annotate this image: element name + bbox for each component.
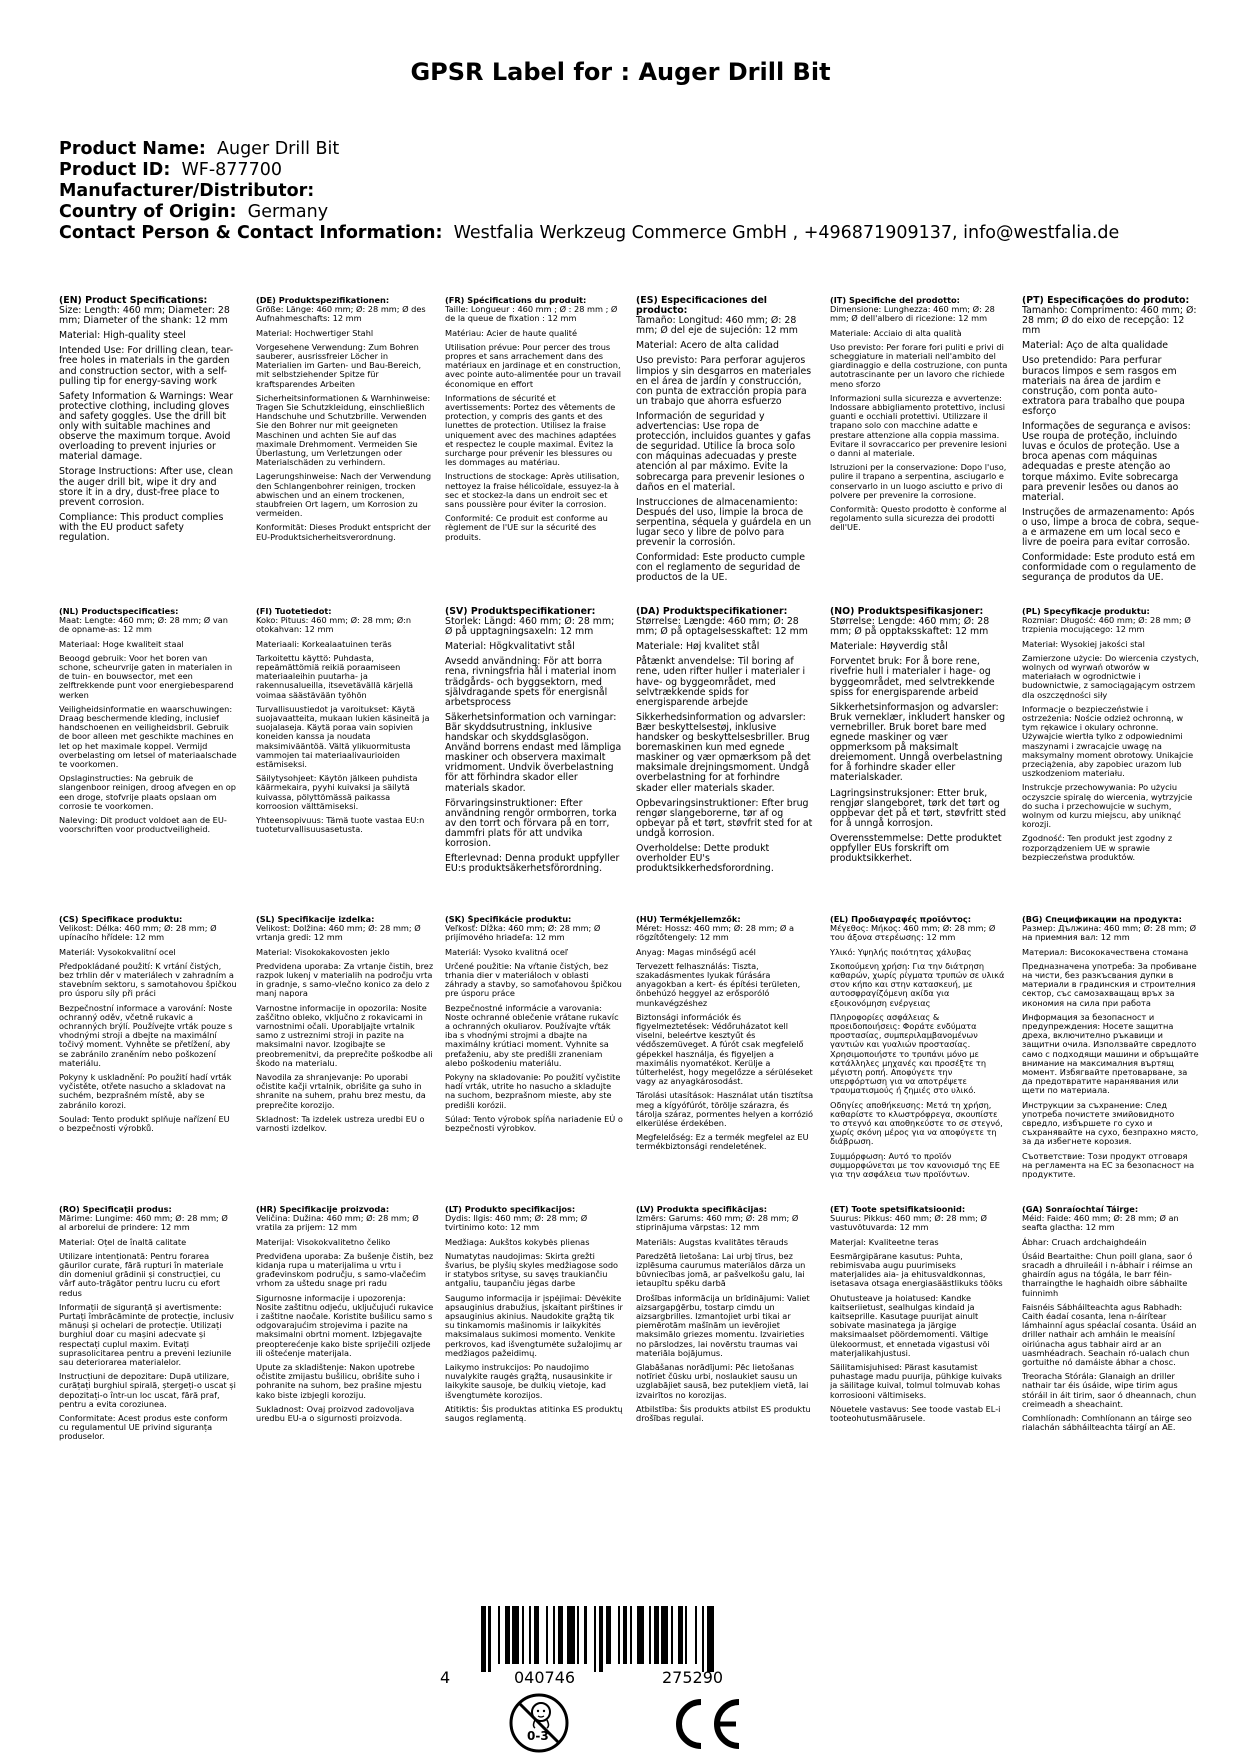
spec-card <box>445 1205 623 1505</box>
spec-card-paragraph: Velikost: Délka: 460 mm; Ø: 28 mm; Ø upínacího hřídele: 12 mm <box>59 923 217 943</box>
product-id: WF-877700 <box>181 160 282 180</box>
spec-card-paragraph: Faisnéis Sábháilteachta agus Rabhadh: Caith éadaí cosanta, lena n-áirítear lámhainní agus spéaclaí cosanta. Úsáid an driller nathair ach amháin le meaisíní oiriúnacha agus tabhair aird ar an uasmhéadrach. Seachain ró-ualach chun gortuithe nó damáiste ábhar a chosc. <box>1022 1301 1197 1368</box>
spec-card-paragraph: Veiligheidsinformatie en waarschuwingen: Draag beschermende kleding, inclusief handschoenen en veiligheidsbril. Gebruik de boor alleen met geschikte machines en let op het maximale koppel. Vermijd overbelasting om letsel of materiaalschade te voorkomen. <box>59 703 237 770</box>
spec-card-heading: (BG) Спецификации на продукта: <box>1022 915 1182 924</box>
spec-card <box>59 296 237 596</box>
spec-card-paragraph: Beoogd gebruik: Voor het boren van schone, scheurvrije gaten in materialen in de tuin- en bouwsector, met een zelftrekkende punt voor energiebesparend werken <box>59 652 234 700</box>
spec-card-paragraph: Sigurnosne informacije i upozorenja: Nosite zaštitnu odjeću, uključujući rukavice i zaštitne naočale. Koristite bušilicu samo s odgovarajućim strojevima i pazite na maksimalni obrtni moment. Izbjegavajte preopterećenje kako biste spriječili ozljede ili oštećenje materijala. <box>256 1292 434 1358</box>
spec-card-paragraph: Материал: Висококачествена стомана <box>1022 946 1189 957</box>
spec-card-paragraph: Turvallisuustiedot ja varoitukset: Käytä suojavaatteita, mukaan lukien käsineitä ja suojalaseja. Käytä poraa vain sopivien koneiden kanssa ja noudata maksimivääntöä. Vältä ylikuormitusta vammojen tai materiaalivaurioiden estämiseksi. <box>256 703 430 770</box>
age-0-3-warning-icon <box>508 1692 570 1754</box>
spec-card <box>636 1205 814 1505</box>
spec-card-paragraph: Dimensione: Lunghezza: 460 mm; Ø: 28 mm; Ø dell'albero di ricezione: 12 mm <box>830 304 995 324</box>
spec-card-paragraph: Upute za skladištenje: Nakon upotrebe očistite zmijastu bušilicu, obrišite suho i pohranite na suhom, bez prašine mjestu kako biste izbjegli koroziju. <box>256 1362 422 1400</box>
spec-card <box>59 607 237 907</box>
spec-card-paragraph: Suurus: Pikkus: 460 mm; Ø: 28 mm; Ø vastuvõtuvarda: 12 mm <box>830 1213 987 1233</box>
spec-card <box>256 915 434 1200</box>
spec-card-heading: (EL) Προδιαγραφές προϊόντος: <box>830 915 971 924</box>
barcode-bar <box>707 1606 714 1672</box>
spec-card <box>445 296 623 596</box>
spec-card-paragraph: Treoracha Stórála: Glanaigh an driller nathair tar éis úsáide, wipe tirim agus stóráil in áit tirim, saor ó dheannach, chun creimeadh a sheachaint. <box>1022 1371 1197 1409</box>
spec-card-paragraph: Drošības informācija un brīdinājumi: Valiet aizsargapģērbu, tostarp cimdu un aizsargbrilles. Izmantojiet urbi tikai ar piemērotām mašīnām un ievērojiet maksimālo griezes momentu. Izvairieties no pārslodzes, lai novērstu traumas vai materiāla bojājumus. <box>636 1292 810 1358</box>
ce-mark-icon <box>668 1696 744 1752</box>
barcode-bar <box>599 1606 604 1672</box>
spec-card-paragraph: Material: Oțel de înaltă calitate <box>59 1236 187 1247</box>
spec-card-heading: (ET) Toote spetsifikatsioonid: <box>830 1205 966 1214</box>
spec-card <box>636 607 814 907</box>
spec-card-paragraph: Koko: Pituus: 460 mm; Ø: 28 mm; Ø:n otokahvan: 12 mm <box>256 615 412 635</box>
barcode-bar <box>678 1606 683 1664</box>
spec-card <box>445 915 623 1200</box>
spec-card-paragraph: Ohutusteave ja hoiatused: Kandke kaitseriietust, sealhulgas kindaid ja kaitseprille. Kasutage puurijat ainult sobivate masinatega ja järgige maksimaalset pöördemomenti. Vältige ülekoormust, et ennetada vigastusi või materjalikahjustusi. <box>830 1292 990 1358</box>
spec-card <box>636 915 814 1200</box>
spec-card-paragraph: Material: Acero de alta calidad <box>636 340 779 352</box>
spec-card-paragraph: Matériau: Acier de haute qualité <box>445 327 578 338</box>
spec-card-paragraph: Maat: Lengte: 460 mm; Ø: 28 mm; Ø van de opname-as: 12 mm <box>59 615 228 635</box>
barcode-bar <box>546 1606 548 1664</box>
spec-card <box>1022 296 1200 596</box>
barcode-bar <box>498 1606 500 1664</box>
barcode-bar <box>637 1606 644 1664</box>
spec-card-paragraph: Utilisation prévue: Pour percer des trous propres et sans arrachement dans des matériaux en jardinage et en construction, avec pointe auto-alimentée pour un travail économique en effort <box>445 341 622 389</box>
spec-card-paragraph: Overholdelse: Dette produkt overholder EU's produktsikkerhedsforordning. <box>636 842 774 875</box>
spec-card-paragraph: Instrucciones de almacenamiento: Después del uso, limpie la broca de serpentina, séquela y guárdela en un lugar seco y libre de polvo para prevenir la corrosión. <box>636 496 812 549</box>
spec-card-paragraph: Informazioni sulla sicurezza e avvertenze: Indossare abbigliamento protettivo, inclusi guanti e occhiali protettivi. Utilizzare il trapano solo con macchine adatte e prestare attenzione alla coppia massima. Evitare il sovraccarico per prevenire lesioni o danni al materiale. <box>830 392 1007 459</box>
spec-card-paragraph: Instruções de armazenamento: Após o uso, limpe a broca de cobra, seque-a e armazene em um local seco e livre de poeira para evitar corrosão. <box>1022 506 1200 549</box>
spec-card-paragraph: Sukladnost: Ovaj proizvod zadovoljava uredbu EU-a o sigurnosti proizvoda. <box>256 1403 415 1424</box>
country-label: Country of Origin: <box>59 202 237 222</box>
product-name: Auger Drill Bit <box>217 139 340 159</box>
barcode-bar <box>529 1606 531 1664</box>
spec-card-heading: (GA) Sonraíochtaí Táirge: <box>1022 1205 1139 1214</box>
spec-card-paragraph: Méid: Faide: 460 mm; Ø: 28 mm; Ø an seafta glactha: 12 mm <box>1022 1213 1179 1233</box>
spec-card-paragraph: Sicherheitsinformationen & Warnhinweise: Tragen Sie Schutzkleidung, einschließlich Handschuhe und Schutzbrille. Verwenden Sie den Bohrer nur mit geeigneten Maschinen und achten Sie auf das maximale Drehmoment. Vermeiden Sie Überlastung, um Verletzungen oder Materialschäden zu verhindern. <box>256 392 431 468</box>
spec-card-paragraph: Zgodność: Ten produkt jest zgodny z rozporządzeniem UE w sprawie bezpieczeństwa produktów. <box>1022 833 1173 862</box>
spec-card-paragraph: Anyag: Magas minőségű acél <box>636 946 756 957</box>
spec-card-paragraph: Material: Aço de alta qualidade <box>1022 340 1169 352</box>
spec-card-paragraph: Σκοπούμενη χρήση: Για την διάτρηση καθαρών, χωρίς ρίγματα τρυπών σε υλικά στον κήπο και στην κατασκευή, με αυτοσφραγίζόμενη ακίδα για εξοικονόμηση ενέργειας <box>830 960 1005 1008</box>
barcode-bar <box>702 1606 704 1672</box>
spec-card-paragraph: Säkerhetsinformation och varningar: Bär skyddsutrustning, inklusive handskar och skyddsglasögon. Använd borrens endast med lämpliga maskiner och observera maximalt vridmoment. Undvik överbelastning för att förhindra skador eller materials skador. <box>445 711 622 794</box>
barcode-group-right: 275290 <box>662 1668 724 1687</box>
spec-card-heading: (ES) Especificaciones del producto: <box>636 296 768 317</box>
spec-card-paragraph: Tamanho: Comprimento: 460 mm; Ø: 28 mm; Ø do eixo de recepção: 12 mm <box>1022 305 1197 337</box>
product-name-label: Product Name: <box>59 139 206 159</box>
spec-card-paragraph: Veličina: Dužina: 460 mm; Ø: 28 mm; Ø vratila za prijem: 12 mm <box>256 1213 419 1233</box>
spec-card-heading: (HR) Specifikacije proizvoda: <box>256 1205 390 1214</box>
spec-card-paragraph: Conformidade: Este produto está em conformidade com o regulamento de segurança de produtos da UE. <box>1022 552 1197 584</box>
spec-card-paragraph: Avsedd användning: För att borra rena, rivningsfria hål i material inom trädgårds- och byggsektorn, med självdragande spets för energisnål arbetsprocess <box>445 656 617 708</box>
barcode-bar <box>481 1606 486 1672</box>
spec-card-paragraph: Úsáid Beartaithe: Chun poill glana, saor ó sracadh a dhruileáil i n-ábhair i réimse an ghairdín agus na tógála, le barr féin-tharraingthe le haghaidh oibre sábhailte fuinnimh <box>1022 1250 1193 1298</box>
spec-card-paragraph: Comhlíonadh: Comhlíonann an táirge seo rialachán sábháilteachta táirgí an AE. <box>1022 1413 1192 1433</box>
barcode-bar <box>553 1606 555 1664</box>
spec-card-paragraph: Предназначена употреба: За пробиване на чисти, без разкъсвания дупки в материали в градинския и строителния сектор, със самозахващащ връх за икономия на сила при работа <box>1022 960 1197 1008</box>
barcode-bar <box>685 1606 687 1664</box>
barcode-bar <box>630 1606 632 1664</box>
barcode-bar <box>567 1606 574 1664</box>
spec-card-paragraph: Materiál: Vysokokvalitní ocel <box>59 946 176 957</box>
spec-card-heading: (LV) Produkta specifikācijas: <box>636 1205 767 1214</box>
barcode-bar <box>618 1606 620 1664</box>
spec-card-paragraph: Intended Use: For drilling clean, tear-free holes in materials in the garden and construction sector, with a self-pulling tip for energy-saving work <box>59 345 234 387</box>
spec-card-paragraph: Materiale: Høj kvalitet stål <box>636 641 760 653</box>
spec-card-paragraph: Bezpečnostné informácie a varovania: Noste ochranné oblečenie vrátane rukavíc a ochranných okuliarov. Používajte vŕták iba s vhodnými strojmi a dbajte na maximálny krútiaci moment. Vyhnite sa preťaženiu, aby ste predišli zraneniam alebo poškodeniu materiálu. <box>445 1002 619 1068</box>
spec-card-paragraph: Påtænkt anvendelse: Til boring af rene, uden rifter huller i materialer i have- og byggeområdet, med selvtrækkende spids for energisparende arbejde <box>636 656 806 708</box>
spec-card-paragraph: Rozmiar: Długość: 460 mm; Ø: 28 mm; Ø trzpienia mocującego: 12 mm <box>1022 615 1191 635</box>
spec-card-paragraph: Medžiaga: Aukštos kokybės plienas <box>445 1236 590 1247</box>
spec-card-heading: (CS) Specifikace produktu: <box>59 915 183 924</box>
spec-card-paragraph: Οδηγίες αποθήκευσης: Μετά τη χρήση, καθαρίστε το κλωστρόφρεγα, σκουπίστε το στεγνό και αποθηκεύστε το σε στεγνό, χωρίς σκόνη μέρος για να αποφύγετε τη διάβρωση. <box>830 1099 1003 1147</box>
age-range-label: 0-3 <box>527 1729 549 1743</box>
barcode-bars <box>481 1606 778 1664</box>
spec-card-paragraph: Istruzioni per la conservazione: Dopo l'uso, pulire il trapano a serpentina, asciugarlo e conservarlo in un luogo asciutto e privo di polvere per prevenire la corrosione. <box>830 462 1007 500</box>
barcode-bar <box>649 1606 651 1664</box>
country-row <box>59 202 1119 223</box>
barcode-bar <box>671 1606 673 1664</box>
spec-card-paragraph: Tervezett felhasználás: Tiszta, szakadásmentes lyukak fúrására anyagokban a kert- és építési területen, önbehúzó heggyel az erősporóló munkavégzéshez <box>636 960 801 1008</box>
spec-card-paragraph: Predvidena uporaba: Za vrtanje čistih, brez razpok lukenj v materialih na področju vrta in gradnje, s samo-vlečno konico za delo z manj napora <box>256 960 434 999</box>
spec-card-paragraph: Materiaal: Hoge kwaliteit staal <box>59 638 184 649</box>
spec-card-paragraph: Uso previsto: Para perforar agujeros limpios y sin desgarros en materiales en el área de jardín y construcción, con punta de extracción propia para un trabajo que ahorra esfuerzo <box>636 355 812 407</box>
spec-card-paragraph: Mărime: Lungime: 460 mm; Ø: 28 mm; Ø al arborelui de prindere: 12 mm <box>59 1213 228 1233</box>
spec-card-paragraph: Materiale: Acciaio di alta qualità <box>830 327 962 338</box>
spec-card-heading: (LT) Produkto specifikacijos: <box>445 1205 576 1214</box>
spec-card-paragraph: Materjal: Kvaliteetne teras <box>830 1236 939 1247</box>
spec-card-paragraph: Dydis: Ilgis: 460 mm; Ø: 28 mm; Ø tvirtinimo koto: 12 mm <box>445 1213 588 1233</box>
product-name-row <box>59 139 1119 160</box>
spec-card-paragraph: Zamierzone użycie: Do wiercenia czystych, wolnych od wyrwań otworów w materiałach w ogrodnictwie i budownictwie, z samociągającym ostrzem dla oszczędności siły <box>1022 652 1199 700</box>
spec-card-paragraph: Paredzētā lietošana: Lai urbj tīrus, bez izplēsuma caurumus materiālos dārza un būvniecības jomā, ar pašvelkošu galu, lai ietaupītu spēku darbā <box>636 1250 806 1289</box>
spec-card-paragraph: Sikkerhetsinformasjon og advarsler: Bruk verneklær, inkludert hansker og vernebriller. Bruk boret bare med egnede maskiner og vær oppmerksom på maksimalt dreiemoment. Unngå overbelastning for å forhindre skader eller materialskader. <box>830 701 1006 784</box>
spec-card-heading: (HU) Termékjellemzők: <box>636 915 741 924</box>
spec-card-paragraph: Informacje o bezpieczeństwie i ostrzeżenia: Noście odzież ochronną, w tym rękawice i okulary ochronne. Używajcie wiertła tylko z odpowiednimi maszynami i zwracajcie uwagę na maksymalny moment obrotowy. Unikajcie przeciążenia, aby zapobiec urazom lub uszkodzeniom materiału. <box>1022 703 1194 779</box>
spec-card-paragraph: Conformité: Ce produit est conforme au règlement de l'UE sur la sécurité des produits. <box>445 513 608 542</box>
spec-card-heading: (EN) Product Specifications: <box>59 296 208 306</box>
spec-card-paragraph: Størrelse: Længde: 460 mm; Ø: 28 mm; Ø på optagelsesskaftet: 12 mm <box>636 616 808 638</box>
manufacturer-label: Manufacturer/Distributor: <box>59 181 315 201</box>
spec-card-paragraph: Atbilstība: Šis produkts atbilst ES produktu drošības regulai. <box>636 1403 811 1424</box>
spec-card-paragraph: Informations de sécurité et avertissements: Portez des vêtements de protection, y compris des gants et des lunettes de protection. Utilisez la fraise uniquement avec des machines adaptées et respectez le couple maximal. Évitez la surcharge pour prévenir les blessures ou les dommages au matériau. <box>445 392 617 468</box>
spec-card-heading: (PL) Specyfikacje produktu: <box>1022 607 1150 616</box>
spec-card-paragraph: Eesmärgipärane kasutus: Puhta, rebimisvaba augu puurimiseks materjalides aia- ja ehitusvaldkonnas, isetasava otsaga energiasäästlikuks tööks <box>830 1250 1003 1289</box>
spec-card-paragraph: Overensstemmelse: Dette produktet oppfyller EUs forskrift om produktsikkerhet. <box>830 832 1002 865</box>
spec-card-heading: (SV) Produktspecifikationer: <box>445 607 596 617</box>
spec-card-paragraph: Informações de segurança e avisos: Use roupa de proteção, incluindo luvas e óculos de proteção. Use a broca apenas com máquinas adequadas e preste atenção ao torque máximo. Evite sobrecarga para prevenir lesões ou danos ao material. <box>1022 421 1191 503</box>
spec-card-heading: (DA) Produktspecifikationer: <box>636 607 788 617</box>
spec-card-paragraph: Safety Information & Warnings: Wear protective clothing, including gloves and safety goggles. Use the drill bit only with suitable machines and observe the maximum torque. Avoid overloading to prevent injuries or material damage. <box>59 390 234 463</box>
barcode-bar <box>512 1606 519 1664</box>
barcode-bar <box>522 1606 524 1664</box>
spec-card-paragraph: Conformità: Questo prodotto è conforme al regolamento sulla sicurezza dei prodotti dell'UE. <box>830 504 1007 533</box>
barcode-bar <box>558 1606 563 1664</box>
spec-card-paragraph: Opslaginstructies: Na gebruik de slangenboor reinigen, droog afvegen en op een droge, stofvrije plaats opslaan om corrosie te voorkomen. <box>59 773 236 811</box>
spec-card-heading: (SL) Specifikacije izdelka: <box>256 915 375 924</box>
spec-card-paragraph: Laikymo instrukcijos: Po naudojimo nuvalykite raugės grąžtą, nusausinkite ir laikykite sausoje, be dulkių vietoje, kad išvengtumėte korozijos. <box>445 1362 613 1400</box>
spec-card-paragraph: Saugumo informacija ir įspėjimai: Dėvėkite apsauginius drabužius, įskaitant pirštines ir apsauginius akinius. Naudokite grąžtą tik su tinkamomis mašinomis ir laikykitės maksimalaus sukimosi momento. Venkite perkrovos, kad išvengtumėte sužalojimų ar medžiagos pažeidimų. <box>445 1292 623 1358</box>
language-sections <box>59 296 1200 1606</box>
spec-card-paragraph: Biztonsági információk és figyelmeztetések: Védőruházatot kell viselni, beleértve kesztyűt és védőszemüveget. A fúrót csak megfelelő gépekkel használja, és figyeljen a maximális nyomatékot. Kerülje a túlterhelést, hogy megelőzze a sérüléseket vagy az anyagkárosodást. <box>636 1011 813 1087</box>
spec-card-paragraph: Información de seguridad y advertencias: Use ropa de protección, incluidos guantes y gafas de seguridad. Utilice la broca solo con máquinas adecuadas y preste atención al par máximo. Evite la sobrecarga para prevenir lesiones o daños en el material. <box>636 410 811 493</box>
spec-card <box>1022 915 1200 1200</box>
spec-card <box>59 915 237 1200</box>
spec-card-heading: (NL) Productspecificaties: <box>59 607 179 616</box>
spec-card-paragraph: Размер: Дължина: 460 mm; Ø: 28 mm; Ø на приемния вал: 12 mm <box>1022 923 1197 943</box>
spec-card <box>830 1205 1008 1505</box>
spec-card-paragraph: Material: Hochwertiger Stahl <box>256 327 374 338</box>
spec-card-paragraph: Megfelelőség: Ez a termék megfelel az EU termékbiztonsági rendeletének. <box>636 1132 809 1152</box>
barcode-bar <box>488 1606 490 1672</box>
spec-card <box>59 1205 237 1505</box>
spec-card-paragraph: Taille: Longueur : 460 mm ; Ø : 28 mm ; Ø de la queue de fixation : 12 mm <box>445 304 618 324</box>
spec-card-paragraph: Μέγεθος: Μήκος: 460 mm; Ø: 28 mm; Ø του άξονα στερέωσης: 12 mm <box>830 923 996 943</box>
spec-card-paragraph: Instrukcje przechowywania: Po użyciu oczyszcie spiralę do wiercenia, wytrzyjcie do sucha i przechowujcie w suchym, wolnym od kurzu miejscu, aby uniknąć korozji. <box>1022 782 1193 830</box>
spec-card-heading: (FI) Tuotetiedot: <box>256 607 332 616</box>
spec-card-paragraph: Materiale: Høyverdig stål <box>830 641 948 653</box>
spec-card-paragraph: Instrucțiuni de depozitare: După utilizare, curățați burghiul spirală, ștergeți-o uscat și depozitați-o într-un loc uscat, fără praf, pentru a evita coroziunea. <box>59 1371 236 1409</box>
spec-card-paragraph: Sikkerhedsinformation og advarsler: Bær beskyttelsestøj, inklusive handsker og beskyttelsesbriller. Brug boremaskinen kun med egnede maskiner og vær opmærksom på det maksimale drejningsmoment. Undgå overbelastning for at forhindre skader eller materials skader. <box>636 711 811 794</box>
contact-label: Contact Person & Contact Information: <box>59 223 443 243</box>
spec-card-paragraph: Určené použitie: Na vŕtanie čistých, bez trhania dier v materiáloch v oblasti záhrady a stavby, so samoťahovou špičkou pre úsporu práce <box>445 960 622 999</box>
spec-card <box>1022 607 1200 907</box>
spec-card-paragraph: Forventet bruk: For å bore rene, rivefrie hull i materialer i hage- og byggeområdet, med selvtrekkende spiss for energisparende arbeid <box>830 656 995 698</box>
spec-card-paragraph: Soulad: Tento produkt splňuje nařízení EU o bezpečnosti výrobků. <box>59 1113 230 1134</box>
spec-card-paragraph: Инструкции за съхранение: След употреба почистете змийовидното свредло, избършете го сухо и съхранявайте на сухо, безпрахно място, за да избегнете корозия. <box>1022 1099 1199 1147</box>
barcode-bar <box>606 1606 611 1664</box>
spec-card <box>830 607 1008 907</box>
spec-card <box>256 1205 434 1505</box>
barcode-digit-first: 4 <box>440 1668 451 1687</box>
spec-card-heading: (NO) Produktspesifikasjoner: <box>830 607 984 617</box>
barcode-bar <box>577 1606 579 1664</box>
spec-card-heading: (SK) Špecifikácie produktu: <box>445 915 572 924</box>
spec-card-paragraph: Uso pretendido: Para perfurar buracos limpos e sem rasgos em materiais na área de jardim e construção, com ponta auto-extratora para trabalho que poupa esforço <box>1022 355 1185 417</box>
spec-card-paragraph: Numatytas naudojimas: Skirta grežti švarius, be plyšių skyles medžiagose sodo ir statybos srityse, su savęs traukiančiu antgaliu, taupančiu jėgas darbe <box>445 1250 619 1289</box>
spec-card-paragraph: Izmērs: Garums: 460 mm; Ø: 28 mm; Ø stiprinājuma vārpstas: 12 mm <box>636 1213 799 1233</box>
spec-card-paragraph: Konformität: Dieses Produkt entspricht der EU-Produktsicherheitsverordnung. <box>256 522 431 542</box>
spec-card-paragraph: Veľkosť: Dĺžka: 460 mm; Ø: 28 mm; Ø prijímového hriadeľa: 12 mm <box>445 923 601 943</box>
spec-card-paragraph: Glabāšanas norādījumi: Pēc lietošanas notīriet čūsku urbi, noslaukiet sausu un uzglabājiet sausā, bez putekļiem vietā, lai izvairītos no korozijas. <box>636 1362 809 1400</box>
spec-card-heading: (DE) Produktspezifikationen: <box>256 296 390 305</box>
spec-card-paragraph: Säilytysohjeet: Käytön jälkeen puhdista käärmekaira, pyyhi kuivaksi ja säilytä kuivassa, pölyttömässä paikassa korroosion välttämiseksi. <box>256 773 418 811</box>
spec-card-paragraph: Информация за безопасност и предупреждения: Носете защитна дреха, включително ръкавици и защитни очила. Използвайте свредлото само с подходящи машини и обръщайте внимание на максималния въртящ момент. Избягвайте претоварване, за да предотвратите наранявания или щети по материала. <box>1022 1011 1199 1096</box>
spec-card-paragraph: Materiál: Vysoko kvalitná oceľ <box>445 946 568 957</box>
spec-card-paragraph: Predviđena uporaba: Za bušenje čistih, bez kidanja rupa u materijalima u vrtu i građevinskom području, s samo-vlačećim vrhom za uštedu snage pri radu <box>256 1250 434 1289</box>
barcode-bar <box>654 1606 659 1664</box>
spec-card-paragraph: Předpokládané použití: K vrtání čistých, bez trhlin děr v materiálech v zahradním a stavebním sektoru, s samotahovou špičkou pro úsporu síly při práci <box>59 960 237 999</box>
spec-card-paragraph: Lagerungshinweise: Nach der Verwendung den Schlangenbohrer reinigen, trocken abwischen und an einem trockenen, staubfreien Ort lagern, um Korrosion zu vermeiden. <box>256 471 432 519</box>
spec-card-paragraph: Opbevaringsinstruktioner: Efter brug rengør slangeborerne, tør af og opbevar på et tørt, støvfrit sted for at undgå korrosion. <box>636 797 813 839</box>
spec-card <box>256 296 434 596</box>
spec-card-paragraph: Συμμόρφωση: Αυτό το προϊόν συμμορφώνεται με τον κανονισμό της ΕΕ για την ασφάλεια των προϊόντων. <box>830 1150 1000 1180</box>
spec-card-paragraph: Efterlevnad: Denna produkt uppfyller EU:s produktsäkerhetsförordning. <box>445 853 620 875</box>
spec-card-paragraph: Tarkoitettu käyttö: Puhdasta, repeämättömiä reikiä poraamiseen materiaaleihin puutarha- ja rakennusalueilla, itsevetävällä kärjellä voimaa säästävään työhön <box>256 652 414 700</box>
spec-card <box>636 296 814 596</box>
contact: Westfalia Werkzeug Commerce GmbH , +496871909137, info@westfalia.de <box>453 223 1120 243</box>
spec-card-paragraph: Съответствие: Този продукт отговаря на регламента на ЕС за безопасност на продуктите. <box>1022 1150 1195 1180</box>
spec-card-paragraph: Size: Length: 460 mm; Diameter: 28 mm; Diameter of the shank: 12 mm <box>59 305 230 327</box>
spec-card-paragraph: Ábhar: Cruach ardchaighdeáin <box>1022 1236 1147 1247</box>
spec-card-paragraph: Compliance: This product complies with the EU product safety regulation. <box>59 511 224 543</box>
spec-card-paragraph: Material: High-quality steel <box>59 330 186 342</box>
spec-card-paragraph: Materiaali: Korkealaatuinen teräs <box>256 638 392 649</box>
spec-card-heading: (FR) Spécifications du produit: <box>445 296 587 305</box>
spec-card-paragraph: Méret: Hossz: 460 mm; Ø: 28 mm; Ø a rögzítőtengely: 12 mm <box>636 923 794 943</box>
spec-card-paragraph: Informații de siguranță și avertismente: Purtați îmbrăcăminte de protecție, inclusiv mănuși și ochelari de protecție. Utilizați burghiul doar cu mașini adecvate și respectați cuplul maxim. Evitați suprasolicitarea pentru a preveni leziunile sau deteriorarea materialelor. <box>59 1301 234 1368</box>
spec-card-paragraph: Skladnost: Ta izdelek ustreza uredbi EU o varnosti izdelkov. <box>256 1113 425 1134</box>
spec-card-paragraph: Pokyny k uskladnění: Po použití hadí vrták vyčistěte, otřete nasucho a skladovat na suchém, bezprašném místě, aby se zabránilo korozi. <box>59 1072 232 1110</box>
page-title: GPSR Label for : Auger Drill Bit <box>410 58 831 86</box>
spec-card-paragraph: Tamaño: Longitud: 460 mm; Ø: 28 mm; Ø del eje de sujeción: 12 mm <box>636 315 798 337</box>
spec-card-paragraph: Súlad: Tento výrobok spĺňa nariadenie EÚ o bezpečnosti výrobkov. <box>445 1113 623 1134</box>
country: Germany <box>247 202 329 222</box>
barcode-bar <box>623 1606 628 1664</box>
spec-card-paragraph: Varnostne informacije in opozorila: Nosite zaščitno obleko, vključno z rokavicami in varnostnimi očali. Uporabljajte vrtalnik samo z ustreznimi stroji in pazite na maksimalni navor. Izogibajte se preobremenitvi, da preprečite poškodbe ali škodo na materialu. <box>256 1002 433 1068</box>
barcode-bar <box>594 1606 596 1672</box>
product-info <box>59 139 1119 244</box>
spec-card-paragraph: Material: Högkvalitativt stål <box>445 641 575 653</box>
spec-card <box>445 607 623 907</box>
spec-card-paragraph: Størrelse: Lengde: 460 mm; Ø: 28 mm; Ø på opptaksskaftet: 12 mm <box>830 616 990 638</box>
spec-card-paragraph: Conformitate: Acest produs este conform cu regulamentul UE privind siguranța produselor. <box>59 1413 228 1442</box>
spec-card-paragraph: Conformidad: Este producto cumple con el reglamento de seguridad de productos de la UE. <box>636 552 806 584</box>
spec-card-paragraph: Bezpečnostní informace a varování: Noste ochranný oděv, včetně rukavic a ochranných brýlí. Používejte vrták pouze s vhodnými stroji a dbejte na maximální točivý moment. Vyhněte se přetížení, aby se zabránilo zraněním nebo poškození materiálu. <box>59 1002 233 1068</box>
spec-card-paragraph: Yhteensopivuus: Tämä tuote vastaa EU:n tuoteturvallisuusasetusta. <box>256 815 425 835</box>
manufacturer-row <box>59 181 1119 202</box>
spec-card-paragraph: Naleving: Dit product voldoet aan de EU-voorschriften voor productveiligheid. <box>59 815 227 835</box>
spec-card-paragraph: Vorgesehene Verwendung: Zum Bohren sauberer, ausrissfreier Löcher in Materialien im Garten- und Bau-Bereich, mit selbstziehender Spitze für kraftsparendes Arbeiten <box>256 341 422 389</box>
barcode-bar <box>534 1606 539 1664</box>
spec-card-paragraph: Lagringsinstruksjoner: Etter bruk, rengjør slangeboret, tørk det tørt og oppbevar det på et tørt, støvfritt sted for å unngå korrosjon. <box>830 787 1007 829</box>
spec-card-heading: (IT) Specifiche del prodotto: <box>830 296 960 305</box>
barcode-bar <box>661 1606 668 1664</box>
spec-card-paragraph: Uso previsto: Per forare fori puliti e privi di scheggiature in materiali nell'ambito del giardinaggio e della costruzione, con punta autotrascinante per un lavoro che richiede meno sforzo <box>830 341 1008 389</box>
spec-card-heading: (RO) Specificații produs: <box>59 1205 172 1214</box>
barcode-bar <box>505 1606 510 1664</box>
spec-card <box>830 296 1008 596</box>
spec-card-paragraph: Materiāls: Augstas kvalitātes tērauds <box>636 1236 789 1247</box>
spec-card-paragraph: Instructions de stockage: Après utilisation, nettoyez la fraise hélicoïdale, essuyez-la à sec et stockez-la dans un endroit sec et sans poussière pour éviter la corrosion. <box>445 471 620 510</box>
spec-card-paragraph: Πληροφορίες ασφάλειας & προειδοποιήσεις: Φοράτε ενδύματα προστασίας, συμπεριλαμβανομένων γαντιών και γυαλιών προστασίας. Χρησιμοποιήστε το τρυπάνι μόνο με κατάλληλες μηχανές και προσέξτε τη μέγιστη ροπή. Αποφύγετε την υπερφόρτωση για να αποτρέψετε τραυματισμούς ή ζημιές στο υλικό. <box>830 1011 987 1096</box>
spec-card-paragraph: Material: Visokokakovosten jeklo <box>256 946 390 957</box>
barcode-group-left: 040746 <box>514 1668 576 1687</box>
spec-card <box>256 607 434 907</box>
spec-card-paragraph: Atitiktis: Šis produktas atitinka ES produktų saugos reglamentą. <box>445 1403 623 1424</box>
barcode-bar <box>584 1606 586 1664</box>
spec-card-heading: (PT) Especificações do produto: <box>1022 296 1190 306</box>
spec-card-paragraph: Materiał: Wysokiej jakości stal <box>1022 638 1145 649</box>
barcode <box>436 1606 816 1686</box>
spec-card-paragraph: Navodila za shranjevanje: Po uporabi očistite kačji vrtalnik, obrišite ga suho in shranite na suhem, prahu brez mestu, da preprečite korozijo. <box>256 1072 426 1110</box>
product-id-label: Product ID: <box>59 160 171 180</box>
spec-card-paragraph: Storlek: Längd: 460 mm; Ø: 28 mm; Ø på upptagningsaxeln: 12 mm <box>445 616 615 638</box>
spec-card <box>1022 1205 1200 1505</box>
spec-card <box>830 915 1008 1200</box>
spec-card-paragraph: Säilitamisjuhised: Pärast kasutamist puhastage madu puurija, pühkige kuivaks ja säilitage kuival, tolmul tolmuvab kohas korrosiooni vältimiseks. <box>830 1362 1002 1400</box>
contact-row <box>59 223 1119 244</box>
product-id-row <box>59 160 1119 181</box>
spec-card-paragraph: Förvaringsinstruktioner: Efter användning rengör ormborren, torka av den torrt och förvara på en torr, dammfri plats för att undvika korrosion. <box>445 797 617 849</box>
spec-card-paragraph: Materijal: Visokokvalitetno čeliko <box>256 1236 391 1247</box>
barcode-bar <box>695 1606 697 1664</box>
spec-card-paragraph: Größe: Länge: 460 mm; Ø: 28 mm; Ø des Aufnahmeschafts: 12 mm <box>256 304 426 324</box>
spec-card-paragraph: Velikost: Dolžina: 460 mm; Ø: 28 mm; Ø vrtanja gredi: 12 mm <box>256 923 421 943</box>
spec-card-paragraph: Pokyny na skladovanie: Po použití vyčistite hadí vrták, utrite ho nasucho a skladujte na suchom, bezprašnom mieste, aby ste predišli korózii. <box>445 1072 621 1110</box>
spec-card-paragraph: Tárolási utasítások: Használat után tisztítsa meg a kígyófúrót, törölje szárazra, és tárolja száraz, pormentes helyen a korrózió elkerülése érdekében. <box>636 1090 814 1129</box>
spec-card-paragraph: Υλικό: Υψηλής ποιότητας χάλυβας <box>830 946 972 957</box>
spec-card-paragraph: Utilizare intenționată: Pentru forarea găurilor curate, fără rupturi în materiale din domeniul grădinii și construcției, cu vârf auto-trăgător pentru lucru cu efort redus <box>59 1250 224 1298</box>
spec-card-paragraph: Storage Instructions: After use, clean the auger drill bit, wipe it dry and store it in a dry, dust-free place to prevent corrosion. <box>59 466 234 508</box>
spec-card-paragraph: Nõuetele vastavus: See toode vastab EL-i tooteohutusmäärusele. <box>830 1403 1001 1424</box>
